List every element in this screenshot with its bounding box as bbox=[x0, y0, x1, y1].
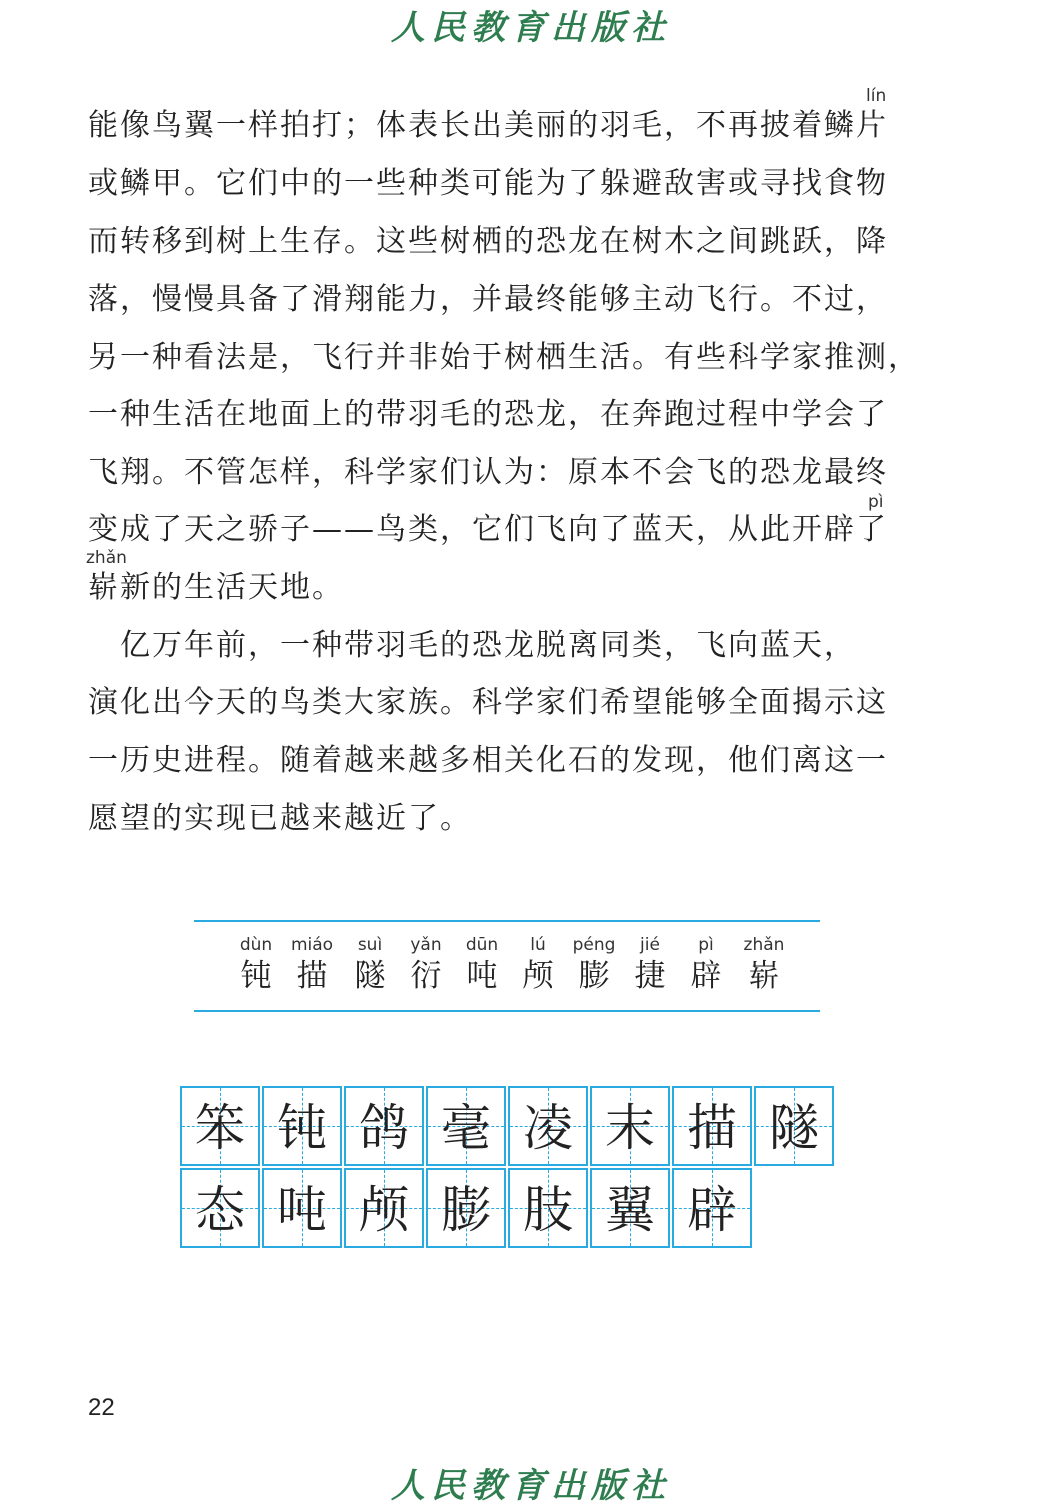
grid-cell: 鸽 bbox=[344, 1086, 424, 1166]
new-word: lú 颅 bbox=[522, 935, 554, 994]
new-word: péng 膨 bbox=[572, 935, 616, 994]
grid-cell: 颅 bbox=[344, 1168, 424, 1248]
grid-cell: 翼 bbox=[590, 1168, 670, 1248]
publisher-logo-top: 人民教育出版社 bbox=[391, 8, 671, 48]
grid-cell: 笨 bbox=[180, 1086, 260, 1166]
new-word: miáo 描 bbox=[290, 935, 334, 994]
pinyin-annotation: lín bbox=[866, 86, 887, 106]
publisher-logo-bottom: 人民教育出版社 bbox=[391, 1466, 671, 1506]
grid-cell: 吨 bbox=[262, 1168, 342, 1248]
text-line: 演化出今天的鸟类大家族。科学家们希望能够全面揭示这 bbox=[88, 685, 888, 720]
text-line: 变成了天之骄子——鸟类，它们飞向了蓝天，从此开辟了 bbox=[88, 512, 888, 547]
text-line: 飞翔。不管怎样，科学家们认为：原本不会飞的恐龙最终 bbox=[88, 455, 888, 490]
grid-cell: 末 bbox=[590, 1086, 670, 1166]
grid-cell: 肢 bbox=[508, 1168, 588, 1248]
new-words-list bbox=[226, 934, 806, 1004]
divider-top bbox=[194, 920, 820, 922]
grid-cell: 钝 bbox=[262, 1086, 342, 1166]
writing-grid bbox=[180, 1086, 836, 1250]
text-line: 一历史进程。随着越来越多相关化石的发现，他们离这一 bbox=[88, 743, 888, 778]
new-word: jié 捷 bbox=[634, 935, 666, 994]
grid-cell: 描 bbox=[672, 1086, 752, 1166]
text-line: 能像鸟翼一样拍打；体表长出美丽的羽毛，不再披着鳞片 bbox=[88, 108, 888, 143]
pinyin-annotation: zhǎn bbox=[86, 548, 127, 568]
new-word: yǎn 衍 bbox=[410, 935, 442, 994]
text-line: 崭新的生活天地。 bbox=[88, 570, 344, 605]
text-line: 或鳞甲。它们中的一些种类可能为了躲避敌害或寻找食物 bbox=[88, 166, 888, 201]
grid-cell: 毫 bbox=[426, 1086, 506, 1166]
new-word: pì 辟 bbox=[690, 935, 722, 994]
grid-cell: 膨 bbox=[426, 1168, 506, 1248]
text-line: 落，慢慢具备了滑翔能力，并最终能够主动飞行。不过， bbox=[88, 282, 888, 317]
grid-cell: 凌 bbox=[508, 1086, 588, 1166]
new-word: suì 隧 bbox=[354, 935, 386, 994]
text-line: 一种生活在地面上的带羽毛的恐龙，在奔跑过程中学会了 bbox=[88, 397, 888, 432]
text-line: 另一种看法是，飞行并非始于树栖生活。有些科学家推测， bbox=[88, 340, 920, 375]
text-line: 愿望的实现已越来越近了。 bbox=[88, 801, 472, 836]
grid-cell: 态 bbox=[180, 1168, 260, 1248]
divider-bottom bbox=[194, 1010, 820, 1012]
new-word: dūn 吨 bbox=[465, 935, 499, 994]
page-number: 22 bbox=[88, 1394, 115, 1421]
pinyin-annotation: pì bbox=[868, 492, 884, 512]
new-word: zhǎn 崭 bbox=[743, 935, 785, 994]
text-line: 亿万年前，一种带羽毛的恐龙脱离同类，飞向蓝天， bbox=[88, 628, 856, 663]
grid-cell: 隧 bbox=[754, 1086, 834, 1166]
new-word: dùn 钝 bbox=[239, 935, 273, 994]
text-line: 而转移到树上生存。这些树栖的恐龙在树木之间跳跃，降 bbox=[88, 224, 888, 259]
grid-cell: 辟 bbox=[672, 1168, 752, 1248]
